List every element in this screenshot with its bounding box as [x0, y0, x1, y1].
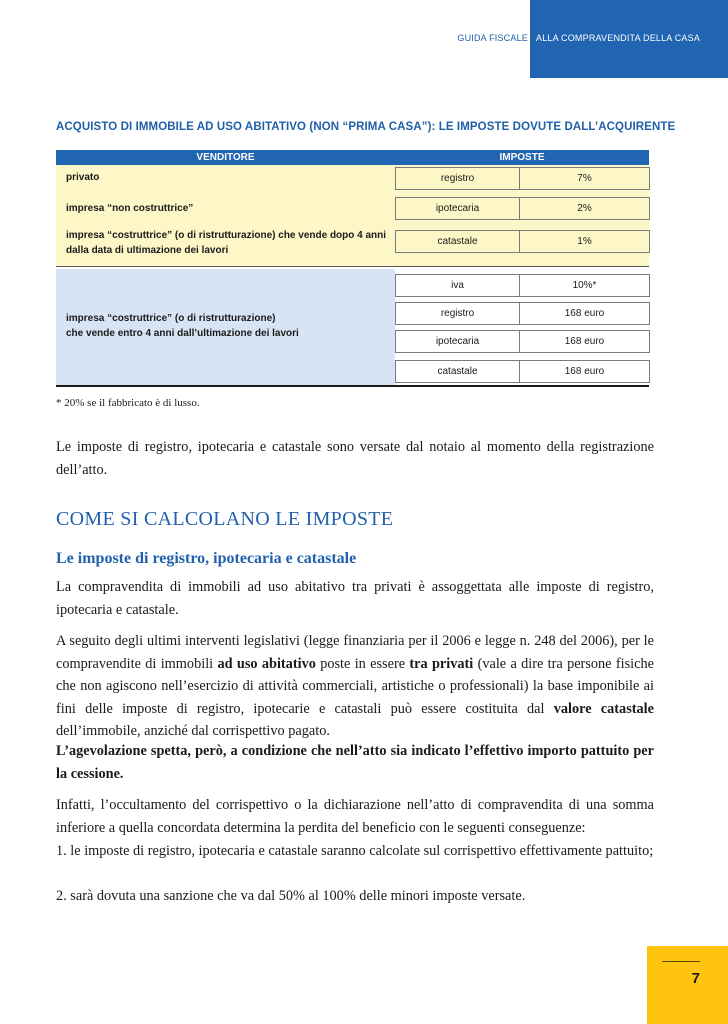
paragraph-2-text: A seguito degli ultimi interventi legislativi (legge finanziaria per il 2006 e legge n. 248 del 2006), per le compravendite di immobili: [56, 633, 654, 672]
running-header-title: ALLA COMPRAVENDITA DELLA CASA: [536, 33, 701, 43]
tax-rate: 1%: [519, 230, 650, 253]
tax-rate: 2%: [519, 197, 650, 220]
section-title: COME SI CALCOLANO LE IMPOSTE: [56, 508, 394, 530]
seller-builder-within-line1: impresa “costruttrice” (o di ristrutturazione): [66, 313, 276, 324]
column-header-seller: VENDITORE: [56, 150, 395, 165]
paragraph-2-text: dell’immobile, anziché dal corrispettivo pagato.: [56, 723, 330, 739]
seller-builder-within-line2: che vende entro 4 anni dall’ultimazione dei lavori: [66, 328, 299, 339]
paragraph-4: Infatti, l’occultamento del corrispettivo o la dichiarazione nell’atto di compravendita di una somma inferiore a quella concordata determina la perdita del beneficio con le seguenti conseguenze:: [56, 797, 654, 836]
tax-name: catastale: [395, 360, 520, 383]
seller-builder-after: impresa “costruttrice” (o di ristrutturazione) che vende dopo 4 anni dalla data di ultimazione dei lavori: [66, 230, 387, 256]
tax-name: ipotecaria: [395, 330, 520, 353]
tax-name: ipotecaria: [395, 197, 520, 220]
paragraph-2-text: (vale a dire tra persone fisiche che non agiscono nell’esercizio di attività commerciali, artistiche o professionali) la base imponibile ai fini delle imposte di registro, ipotecarie e catastali può essere costituita dal: [56, 655, 654, 717]
subsection-title: Le imposte di registro, ipotecaria e catastale: [56, 550, 357, 567]
paragraph-2-bold: valore catastale: [553, 700, 654, 717]
paragraph-2-bold: tra privati: [409, 655, 474, 672]
paragraph-2-bold: ad uso abitativo: [217, 655, 316, 672]
running-header-guide: GUIDA FISCALE: [457, 33, 528, 43]
tax-rate: 7%: [519, 167, 650, 190]
tax-rate: 168 euro: [519, 360, 650, 383]
tax-rate: 168 euro: [519, 302, 650, 325]
paragraph-3: L’agevolazione spetta, però, a condizione che nell’atto sia indicato l’effettivo importo pattuito per la cessione.: [56, 743, 654, 782]
running-header-box: [530, 0, 728, 78]
column-header-taxes: IMPOSTE: [395, 150, 649, 165]
table-bottom-rule: [56, 385, 649, 387]
paragraph-2-text: poste in essere: [315, 655, 410, 672]
tax-rate: 10%*: [519, 274, 650, 297]
tax-table: [56, 150, 649, 387]
table-footnote: * 20% se il fabbricato è di lusso.: [56, 397, 200, 409]
tax-name: iva: [395, 274, 520, 297]
page-number-rule: [662, 961, 700, 962]
seller-non-builder: impresa “non costruttrice”: [66, 203, 194, 214]
tax-name: catastale: [395, 230, 520, 253]
group-separator: [56, 266, 649, 267]
list-item-2: 2. sarà dovuta una sanzione che va dal 50% al 100% delle minori imposte versate.: [56, 888, 526, 904]
table-title: ACQUISTO DI IMMOBILE AD USO ABITATIVO (NON “PRIMA CASA”): LE IMPOSTE DOVUTE DALL’ACQUIRENTE: [56, 121, 676, 133]
tax-rate: 168 euro: [519, 330, 650, 353]
tax-name: registro: [395, 167, 520, 190]
paragraph-2: [56, 630, 654, 743]
tax-name: registro: [395, 302, 520, 325]
intro-paragraph: Le imposte di registro, ipotecaria e catastale sono versate dal notaio al momento della registrazione dell’atto.: [56, 439, 654, 478]
list-item-1: 1. le imposte di registro, ipotecaria e catastale saranno calcolate sul corrispettivo effettivamente pattuito;: [56, 843, 654, 859]
page-number: 7: [691, 970, 700, 987]
paragraph-1: La compravendita di immobili ad uso abitativo tra privati è assoggettata alle imposte di registro, ipotecaria e catastale.: [56, 579, 654, 618]
seller-private: privato: [66, 172, 100, 183]
